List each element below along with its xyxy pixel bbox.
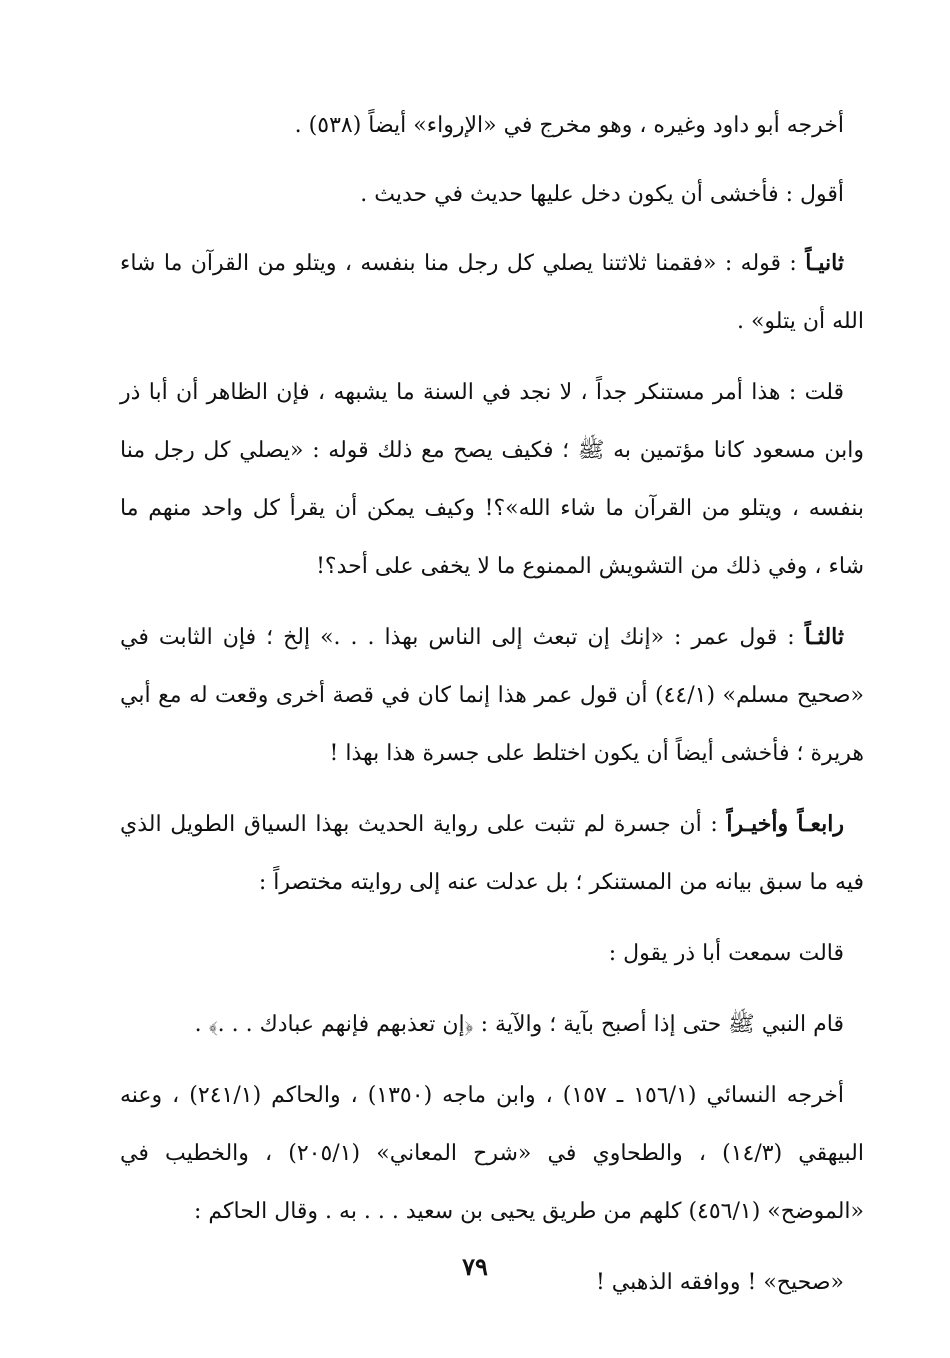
paragraph-1: [120, 96, 864, 155]
paragraph-8-text: قام النبي ﷺ حتى إذا أصبح بآية ؛ والآية : ﴿إن تعذبهم فإنهم عبادك . . .﴾ .: [194, 1012, 844, 1037]
paragraph-7: [120, 924, 864, 983]
page-body: [120, 96, 864, 1324]
paragraph-5: [120, 608, 864, 783]
paragraph-8: [120, 995, 864, 1054]
paragraph-1-text: أخرجه أبو داود وغيره ، وهو مخرج في «الإرواء» أيضاً (٥٣٨) .: [294, 113, 844, 138]
paragraph-9-text: أخرجه النسائي (١٥٦/١ ـ ١٥٧) ، وابن ماجه (١٣٥٠) ، والحاكم (٢٤١/١) ، وعنه البيهقي (١٤/٣) ، والطحاوي في «شرح المعاني» (٢٠٥/١) ، والخطيب في «الموضح» (٤٥٦/١) كلهم من طريق يحيى بن سعيد . . . به . وقال الحاكم :: [120, 1083, 864, 1224]
paragraph-4: [120, 363, 864, 596]
paragraph-5-text: : قول عمر : «إنك إن تبعث إلى الناس بهذا . . .» إلخ ؛ فإن الثابت في «صحيح مسلم» (٤٤/١) أن قول عمر هذا إنما كان في قصة أخرى وقعت له مع أبي هريرة ؛ فأخشى أيضاً أن يكون اختلط على جسرة هذا بهذا !: [120, 625, 864, 766]
paragraph-3-text: : قوله : «فقمنا ثلاثتنا يصلي كل رجل منا بنفسه ، ويتلو من القرآن ما شاء الله أن يتلو» .: [120, 251, 864, 334]
paragraph-4-text: قلت : هذا أمر مستنكر جداً ، لا نجد في السنة ما يشبهه ، فإن الظاهر أن أبا ذر وابن مسعود كانا مؤتمين به ﷺ ؛ فكيف يصح مع ذلك قوله : «يصلي كل رجل منا بنفسه ، ويتلو من القرآن ما شاء الله»؟! وكيف يمكن أن يقرأ كل واحد منهم ما شاء ، وفي ذلك من التشويش الممنوع ما لا يخفى على أحد؟!: [120, 380, 865, 579]
paragraph-5-lead: ثالثـاً: [804, 624, 844, 650]
paragraph-2-text: أقول : فأخشى أن يكون دخل عليها حديث في حديث .: [360, 182, 844, 207]
paragraph-6: [120, 795, 864, 912]
paragraph-6-lead: رابعـاً وأخيـراً: [726, 811, 844, 837]
paragraph-3: [120, 234, 864, 351]
paragraph-10-text: «صحيح» ! ووافقه الذهبي !: [595, 1270, 844, 1295]
paragraph-6-text: : أن جسرة لم تثبت على رواية الحديث بهذا السياق الطويل الذي فيه ما سبق بيانه من المستنكر ؛ بل عدلت عنه إلى روايته مختصراً :: [120, 812, 864, 895]
paragraph-9: [120, 1066, 864, 1241]
paragraph-2: [120, 165, 864, 224]
page-number: ٧٩: [462, 1252, 488, 1281]
paragraph-7-text: قالت سمعت أبا ذر يقول :: [608, 941, 844, 966]
paragraph-3-lead: ثانيـاً: [805, 250, 844, 276]
